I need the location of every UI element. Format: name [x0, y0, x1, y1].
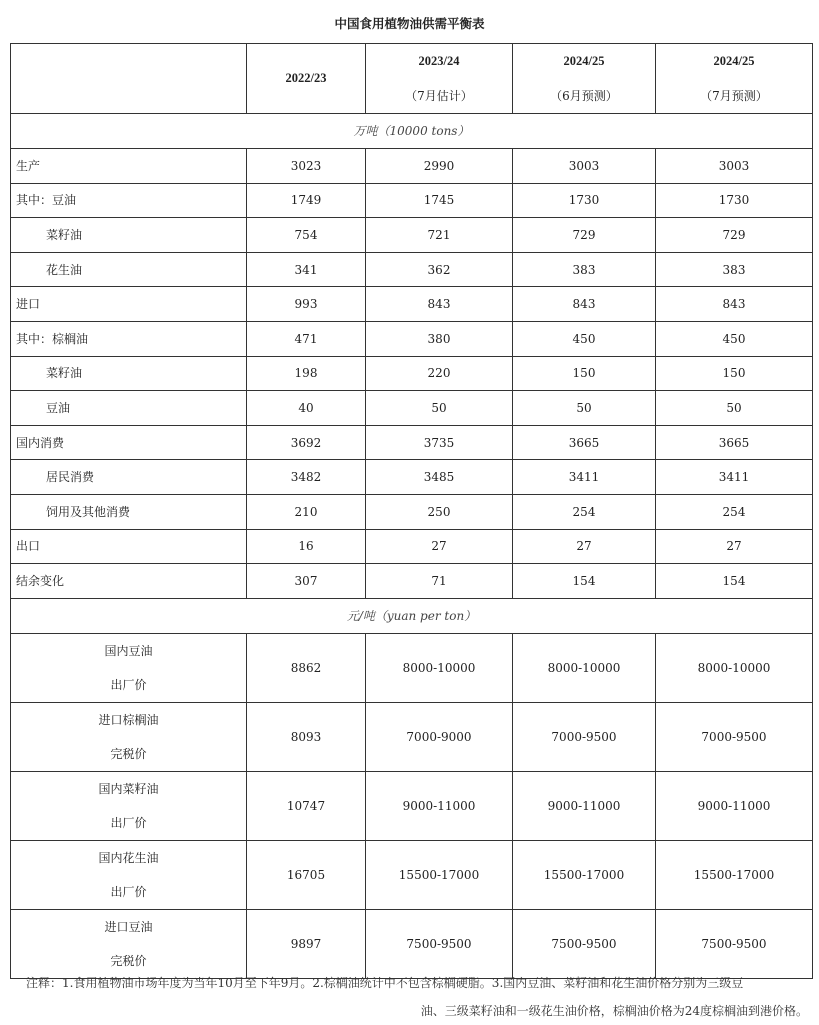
table-cell: 383 — [513, 252, 656, 287]
price-row — [11, 909, 813, 978]
table-cell: 754 — [247, 218, 366, 253]
table-cell: 8093 — [247, 702, 366, 771]
table-cell: 15500-17000 — [656, 840, 813, 909]
table-cell: 3665 — [513, 425, 656, 460]
table-cell: 3411 — [656, 460, 813, 495]
table-cell: 307 — [247, 564, 366, 599]
table-cell: 150 — [656, 356, 813, 391]
row-label: 花生油 — [11, 252, 247, 287]
header-note: （7月估计） — [405, 88, 473, 103]
table-cell: 50 — [656, 391, 813, 426]
header-note: （6月预测） — [550, 88, 618, 103]
header-blank-cell — [11, 44, 247, 114]
footnotes — [26, 969, 812, 1025]
table-cell: 27 — [513, 529, 656, 564]
table-cell: 250 — [366, 494, 513, 529]
table-row — [11, 564, 813, 599]
table-cell: 7000-9000 — [366, 702, 513, 771]
table-cell: 40 — [247, 391, 366, 426]
unit-label-price: 元/吨（yuan per ton） — [11, 598, 813, 633]
table-cell: 3003 — [656, 149, 813, 184]
table-cell: 341 — [247, 252, 366, 287]
table-cell: 254 — [656, 494, 813, 529]
row-label: 结余变化 — [11, 564, 247, 599]
row-label: 豆油 — [11, 391, 247, 426]
table-cell: 154 — [513, 564, 656, 599]
table-cell: 362 — [366, 252, 513, 287]
table-cell: 9000-11000 — [656, 771, 813, 840]
table-cell: 450 — [513, 321, 656, 356]
table-row — [11, 460, 813, 495]
table-row — [11, 287, 813, 322]
table-cell: 1730 — [656, 183, 813, 218]
table-row — [11, 356, 813, 391]
table-cell: 729 — [656, 218, 813, 253]
table-cell: 8000-10000 — [366, 633, 513, 702]
table-cell: 729 — [513, 218, 656, 253]
price-label-line2: 出厂价 — [110, 815, 147, 830]
table-cell: 198 — [247, 356, 366, 391]
price-label-line2: 出厂价 — [110, 677, 147, 692]
row-label: 其中：棕榈油 — [11, 321, 247, 356]
table-cell: 27 — [656, 529, 813, 564]
table-cell: 8862 — [247, 633, 366, 702]
table-cell: 154 — [656, 564, 813, 599]
table-cell: 383 — [656, 252, 813, 287]
header-row — [11, 44, 813, 114]
table-cell: 9000-11000 — [513, 771, 656, 840]
unit-row-volume — [11, 114, 813, 149]
header-year: 2024/25 — [713, 54, 755, 69]
row-label: 进口 — [11, 287, 247, 322]
table-cell: 27 — [366, 529, 513, 564]
price-label-line2: 出厂价 — [110, 884, 147, 899]
footnote-line-1: 注释：1.食用植物油市场年度为当年10月至下年9月。2.棕榈油统计中不包含棕榈硬脂。3.国内豆油、菜籽油和花生油价格分别为三级豆 — [26, 976, 744, 990]
table-cell: 471 — [247, 321, 366, 356]
table-cell: 16 — [247, 529, 366, 564]
table-cell: 16705 — [247, 840, 366, 909]
row-label: 其中：豆油 — [11, 183, 247, 218]
table-cell: 380 — [366, 321, 513, 356]
unit-label-volume: 万吨（10000 tons） — [11, 114, 813, 149]
table-cell: 7000-9500 — [656, 702, 813, 771]
table-cell: 9897 — [247, 909, 366, 978]
table-cell: 7500-9500 — [656, 909, 813, 978]
price-label-line1: 国内菜籽油 — [98, 781, 159, 796]
table-cell: 843 — [366, 287, 513, 322]
table-cell: 10747 — [247, 771, 366, 840]
table-cell: 1749 — [247, 183, 366, 218]
price-label — [11, 633, 247, 702]
price-row — [11, 771, 813, 840]
row-label: 生产 — [11, 149, 247, 184]
row-label: 饲用及其他消费 — [11, 494, 247, 529]
price-label — [11, 702, 247, 771]
price-label — [11, 840, 247, 909]
header-note: （7月预测） — [700, 88, 768, 103]
table-row — [11, 425, 813, 460]
price-row — [11, 702, 813, 771]
table-cell: 721 — [366, 218, 513, 253]
table-cell: 2990 — [366, 149, 513, 184]
table-row — [11, 252, 813, 287]
table-row — [11, 183, 813, 218]
table-cell: 843 — [513, 287, 656, 322]
table-cell: 210 — [247, 494, 366, 529]
table-cell: 3411 — [513, 460, 656, 495]
header-col-3 — [513, 44, 656, 114]
price-label-line1: 国内豆油 — [104, 643, 153, 658]
header-year: 2024/25 — [563, 54, 605, 69]
table-row — [11, 218, 813, 253]
header-col-1 — [247, 44, 366, 114]
table-cell: 3735 — [366, 425, 513, 460]
table-cell: 3482 — [247, 460, 366, 495]
table-cell: 8000-10000 — [656, 633, 813, 702]
row-label: 菜籽油 — [11, 218, 247, 253]
price-row — [11, 633, 813, 702]
table-cell: 9000-11000 — [366, 771, 513, 840]
table-cell: 15500-17000 — [513, 840, 656, 909]
table-row — [11, 149, 813, 184]
table-cell: 3692 — [247, 425, 366, 460]
table-cell: 3665 — [656, 425, 813, 460]
table-cell: 1730 — [513, 183, 656, 218]
balance-table — [10, 43, 813, 979]
table-cell: 15500-17000 — [366, 840, 513, 909]
header-col-2 — [366, 44, 513, 114]
price-label-line1: 进口豆油 — [104, 919, 153, 934]
table-cell: 71 — [366, 564, 513, 599]
table-cell: 7500-9500 — [513, 909, 656, 978]
table-cell: 254 — [513, 494, 656, 529]
table-cell: 7500-9500 — [366, 909, 513, 978]
footnote-line-2: 油、三级菜籽油和一级花生油价格，棕榈油价格为24度棕榈油到港价格。 — [420, 1004, 808, 1018]
table-cell: 150 — [513, 356, 656, 391]
row-label: 国内消费 — [11, 425, 247, 460]
table-cell: 220 — [366, 356, 513, 391]
unit-row-price — [11, 598, 813, 633]
price-label-line2: 完税价 — [110, 746, 147, 761]
page-title: 中国食用植物油供需平衡表 — [334, 16, 485, 31]
table-cell: 7000-9500 — [513, 702, 656, 771]
table-cell: 1745 — [366, 183, 513, 218]
table-cell: 3485 — [366, 460, 513, 495]
row-label: 菜籽油 — [11, 356, 247, 391]
price-label-line1: 国内花生油 — [98, 850, 159, 865]
header-year: 2022/23 — [285, 71, 327, 86]
price-label — [11, 909, 247, 978]
table-row — [11, 321, 813, 356]
price-row — [11, 840, 813, 909]
table-cell: 3023 — [247, 149, 366, 184]
price-label-line1: 进口棕榈油 — [98, 712, 159, 727]
price-label — [11, 771, 247, 840]
row-label: 出口 — [11, 529, 247, 564]
table-cell: 3003 — [513, 149, 656, 184]
table-cell: 50 — [513, 391, 656, 426]
price-label-line2: 完税价 — [110, 953, 147, 968]
table-row — [11, 494, 813, 529]
table-cell: 8000-10000 — [513, 633, 656, 702]
table-cell: 450 — [656, 321, 813, 356]
header-year: 2023/24 — [418, 54, 460, 69]
header-col-4 — [656, 44, 813, 114]
table-cell: 50 — [366, 391, 513, 426]
table-row — [11, 391, 813, 426]
row-label: 居民消费 — [11, 460, 247, 495]
table-cell: 993 — [247, 287, 366, 322]
table-row — [11, 529, 813, 564]
table-cell: 843 — [656, 287, 813, 322]
